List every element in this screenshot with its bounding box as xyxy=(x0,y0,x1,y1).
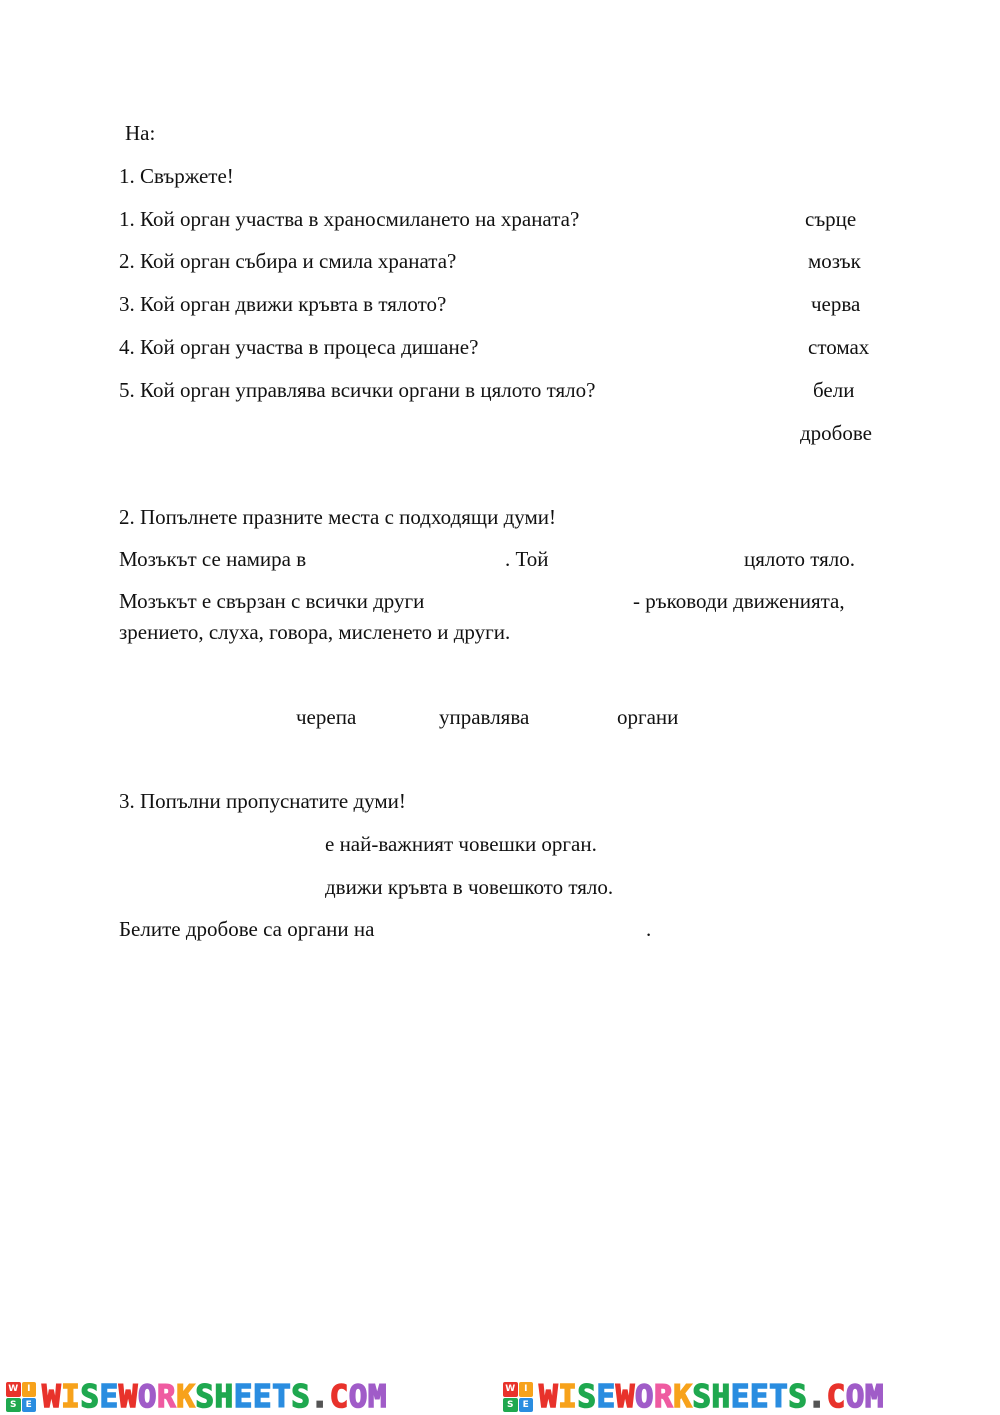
logo-letter: M xyxy=(864,1379,885,1415)
answer-4: стомах xyxy=(808,335,870,359)
section2-line2-end: - ръководи движенията, xyxy=(633,589,845,613)
logo-letter: S xyxy=(788,1379,808,1415)
logo-icon-letter: E xyxy=(519,1398,534,1413)
logo-icon-letter: I xyxy=(519,1382,534,1397)
logo-letter: I xyxy=(558,1379,578,1415)
logo-letter: H xyxy=(711,1379,731,1415)
logo-letter: K xyxy=(176,1379,196,1415)
logo-letter: E xyxy=(730,1379,750,1415)
logo-icon-letter: S xyxy=(503,1398,518,1413)
question-5: 5. Кой орган управлява всички органи в цялото тяло? xyxy=(119,378,596,402)
logo-letter: W xyxy=(615,1379,635,1415)
logo-letter: S xyxy=(195,1379,215,1415)
logo-letter: T xyxy=(769,1379,789,1415)
footer-watermark xyxy=(0,1378,1000,1413)
answer-5: бели xyxy=(813,378,855,402)
section3-line3-end: . xyxy=(646,917,652,941)
logo-letter: O xyxy=(137,1379,158,1415)
logo-letter: R xyxy=(157,1379,177,1415)
logo-letter: T xyxy=(272,1379,292,1415)
logo-letter: C xyxy=(329,1379,349,1415)
logo xyxy=(6,1378,498,1413)
logo-letter: M xyxy=(367,1379,388,1415)
logo-letter: E xyxy=(99,1379,119,1415)
logo xyxy=(503,1378,995,1413)
logo-letter: . xyxy=(310,1379,330,1415)
section2-line3: зрението, слуха, говора, мисленето и други. xyxy=(119,620,511,644)
logo-letter: W xyxy=(42,1379,62,1415)
logo-icon-letter: E xyxy=(22,1398,37,1413)
section3-line1: е най-важният човешки орган. xyxy=(325,832,597,856)
logo-grid-icon xyxy=(503,1382,533,1412)
word-bank-item: органи xyxy=(617,705,679,729)
answer-6: дробове xyxy=(800,421,872,445)
logo-letter: S xyxy=(291,1379,311,1415)
logo-letter: O xyxy=(845,1379,865,1415)
logo-letter: S xyxy=(80,1379,100,1415)
logo-icon-letter: S xyxy=(6,1398,21,1413)
question-1: 1. Кой орган участва в храносмилането на храната? xyxy=(119,207,580,231)
logo-letter: . xyxy=(807,1379,827,1415)
logo-text xyxy=(42,1379,387,1415)
logo-letter: C xyxy=(826,1379,846,1415)
logo-icon-letter: W xyxy=(503,1382,518,1397)
section1-title: 1. Свържете! xyxy=(119,164,234,188)
logo-letter: S xyxy=(577,1379,597,1415)
word-bank-item: черепа xyxy=(296,705,357,729)
section2-line1-end: цялото тяло. xyxy=(744,547,856,571)
logo-letter: O xyxy=(348,1379,368,1415)
logo-text xyxy=(539,1379,884,1415)
section2-line2-start: Мозъкът е свързан с всички други xyxy=(119,589,425,613)
logo-letter: S xyxy=(692,1379,712,1415)
answer-3: черва xyxy=(811,292,861,316)
section2-title: 2. Попълнете празните места с подходящи думи! xyxy=(119,505,557,529)
section3-title: 3. Попълни пропуснатите думи! xyxy=(119,789,406,813)
logo-letter: E xyxy=(252,1379,273,1415)
logo-letter: E xyxy=(233,1379,253,1415)
section2-line1-mid: . Той xyxy=(505,547,549,571)
logo-letter: H xyxy=(214,1379,234,1415)
logo-letter: E xyxy=(596,1379,616,1415)
question-2: 2. Кой орган събира и смила храната? xyxy=(119,249,457,273)
question-3: 3. Кой орган движи кръвта в тялото? xyxy=(119,292,447,316)
logo-icon-letter: W xyxy=(6,1382,21,1397)
logo-letter: O xyxy=(634,1379,655,1415)
logo-letter: W xyxy=(539,1379,559,1415)
logo-grid-icon xyxy=(6,1382,36,1412)
logo-letter: E xyxy=(749,1379,770,1415)
word-bank-item: управлява xyxy=(439,705,530,729)
question-4: 4. Кой орган участва в процеса дишане? xyxy=(119,335,479,359)
logo-letter: R xyxy=(654,1379,674,1415)
logo-letter: K xyxy=(673,1379,693,1415)
answer-1: сърце xyxy=(805,207,857,231)
name-label: На: xyxy=(125,121,156,145)
section3-line3-start: Белите дробове са органи на xyxy=(119,917,375,941)
answer-2: мозък xyxy=(808,249,861,273)
section2-line1-start: Мозъкът се намира в xyxy=(119,547,307,571)
logo-icon-letter: I xyxy=(22,1382,37,1397)
logo-letter: W xyxy=(118,1379,138,1415)
section3-line2: движи кръвта в човешкото тяло. xyxy=(325,875,614,899)
logo-letter: I xyxy=(61,1379,81,1415)
